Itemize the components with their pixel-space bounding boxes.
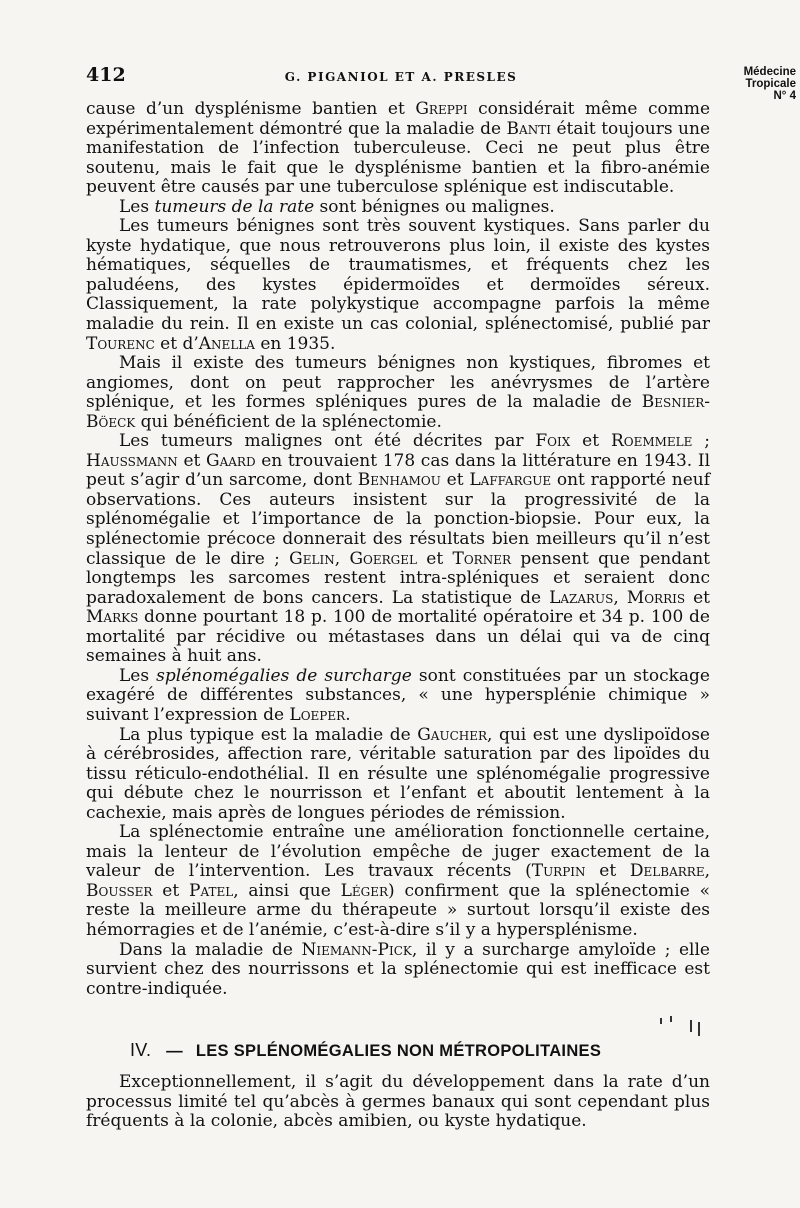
text-run: , ainsi que [233, 880, 341, 901]
paragraph [86, 726, 710, 824]
author-name: Laffargue [469, 470, 552, 491]
text-run: et [570, 431, 611, 452]
author-name: Marks [86, 607, 139, 628]
text-run: sont constituées par un stockage exagéré de différentes substances, « une hypersplénie chimique » suivant l’expression de [86, 665, 710, 725]
author-name: Loeper [289, 704, 346, 725]
text-run: en trouvaient 178 cas dans la littérature en 1943. Il peut s’agir d’un sarcome, dont [86, 450, 711, 491]
speck [690, 1020, 692, 1032]
author-name: Bousser [86, 880, 153, 901]
text-run: ont rapporté neuf observations. Ces auteurs insistent sur la progressivité de la splénomégalie et l’importance de la ponction-biopsie. Pour eux, la splénectomie précoce donnerait des résultats bien meilleurs qu’il n’est classique de le dire ; [86, 470, 710, 569]
text-run: pensent que pendant longtemps les sarcomes restent intra-spléniques et seraient donc paradoxalement de bons cancers. La statistique de [86, 548, 711, 608]
author-name: Niemann-Pick [301, 939, 412, 960]
text-run: ; [692, 431, 710, 452]
author-name: Gaard [206, 450, 256, 471]
section-heading [130, 1040, 730, 1061]
text-run: et [440, 470, 470, 491]
author-name: Tourenc [86, 333, 155, 354]
text-run: et [685, 587, 710, 608]
author-name: Anella [198, 333, 255, 354]
paragraph: Exceptionnellement, il s’agit du développement dans la rate d’un processus limité tel qu’abcès à germes banaux qui sont cependant plus fréquents à la colonie, abcès amibien, ou kyste hydatique. [86, 1072, 710, 1132]
text-run: Dans la maladie de [119, 939, 302, 960]
text-run: en 1935. [254, 333, 336, 354]
text-run: sont bénignes ou malignes. [314, 196, 555, 217]
text-run: La splénectomie entraîne une amélioration fonctionnelle certaine, mais la lenteur de l’évolution empêche de juger exactement de la valeur de l’intervention. Les travaux récents ( [86, 822, 710, 882]
author-name: Goergel [349, 548, 417, 569]
text-run: . [345, 704, 351, 725]
text-run: , qui est une dyslipoïdose à cérébrosides, affection rare, véritable saturation par des lipoïdes du tissu réticulo-endothélial. Il en résulte une splénomégalie progressive qui débute chez le nourrisson et l’enfant et aboutit lentement à la cachexie, mais après de longues périodes de rémission. [86, 724, 710, 823]
text-run: La plus typique est la maladie de [119, 724, 418, 745]
journal-label [716, 66, 796, 102]
text-run: , il y a surcharge amyloïde ; elle survient chez des nourrissons et la splénectomie qui est inefficace est contre-indiquée. [86, 939, 710, 999]
section-title: LES SPLÉNOMÉGALIES NON MÉTROPOLITAINES [195, 1042, 602, 1060]
paragraph [86, 823, 710, 940]
author-name: Torner [452, 548, 512, 569]
text-run: et d’ [154, 333, 199, 354]
author-name: Foix [535, 431, 571, 452]
section-dash: — [166, 1042, 183, 1060]
author-name: Gaucher [417, 724, 488, 745]
text-run: ) confirment que la splénectomie « reste la meilleure arme du thérapeute » surtout lorsqu’il existe des hémorragies et de l’anémie, c’est-à-dire s’il y a hypersplénisme. [86, 880, 711, 940]
author-name: Roemmele [610, 431, 693, 452]
text-run: considérait même comme expérimentalement démontré que la maladie de [86, 99, 711, 139]
section-body [86, 1073, 710, 1132]
paragraph [86, 198, 710, 218]
text-run: Les [119, 196, 155, 217]
author-name: Léger [340, 880, 389, 901]
speck [698, 1022, 700, 1036]
text-run: était toujours une manifestation de l’infection tuberculeuse. Ceci ne peut plus être soutenu, mais le fait que le dysplénisme bantien et la fibro-anémie peuvent être causés par une tuberculose splénique est indiscutable. [86, 118, 710, 198]
author-name: Banti [506, 118, 551, 139]
author-name: Delbarre [629, 861, 705, 882]
italic-term: tumeurs de la rate [154, 196, 315, 217]
body-text [86, 100, 710, 999]
speck [670, 1016, 672, 1022]
text-run: et [585, 861, 630, 882]
text-run: Les tumeurs bénignes sont très souvent kystiques. Sans parler du kyste hydatique, que nous retrouverons plus loin, il existe des kystes hématiques, séquelles de traumatismes, et fréquents chez les paludéens, des kystes épidermoïdes et dermoïdes séreux. Classiquement, la rate polykystique accompagne parfois la même maladie du rein. Il en existe un cas colonial, splénectomisé, publié par [86, 216, 710, 335]
author-name: Gelin [289, 548, 335, 569]
paragraph [86, 432, 710, 667]
section-number: IV. [130, 1040, 152, 1060]
text-run: et [152, 880, 189, 901]
text-run: donne pourtant 18 p. 100 de mortalité opératoire et 34 p. 100 de mortalité par récidive ou métastases dans un délai qui va de cinq semaines à huit ans. [86, 607, 710, 667]
speck [660, 1018, 662, 1024]
paragraph [86, 941, 710, 1000]
author-name: Lazarus [549, 587, 614, 608]
italic-term: splénomégalies de surcharge [156, 665, 412, 686]
author-name: Turpin [531, 861, 586, 882]
page-number: 412 [86, 64, 126, 86]
author-name: Greppi [415, 99, 468, 119]
author-name: Benhamou [357, 470, 441, 491]
paragraph [86, 667, 710, 726]
text-run: cause d’un dysplénisme bantien et [86, 99, 416, 119]
author-name: Morris [626, 587, 686, 608]
text-run: Les tumeurs malignes ont été décrites par [119, 431, 536, 452]
text-run: et [177, 450, 206, 471]
paragraph [86, 100, 710, 198]
print-specks [520, 1012, 710, 1042]
journal-line: Médecine [743, 66, 796, 78]
text-run: , [704, 861, 711, 882]
text-run: Les [119, 665, 157, 686]
text-run: et [416, 548, 453, 569]
paragraph [86, 354, 710, 432]
journal-issue: N° 4 [773, 90, 796, 102]
journal-line: Tropicale [745, 78, 796, 90]
page-header [86, 64, 716, 88]
author-name: Haussmann [86, 450, 178, 471]
text-run: , [334, 548, 350, 569]
text-run: qui bénéficient de la splénectomie. [135, 411, 442, 432]
text-run: , [613, 587, 627, 608]
text-run: Mais il existe des tumeurs bénignes non kystiques, fibromes et angiomes, dont on peut rapprocher les anévrysmes de l’artère splénique, et les formes spléniques pures de la maladie de [86, 353, 710, 413]
running-head: G. PIGANIOL ET A. PRESLES [284, 70, 518, 84]
author-name: Patel [189, 880, 234, 901]
paragraph [86, 217, 710, 354]
author-name: Besnier-Böeck [86, 392, 710, 432]
